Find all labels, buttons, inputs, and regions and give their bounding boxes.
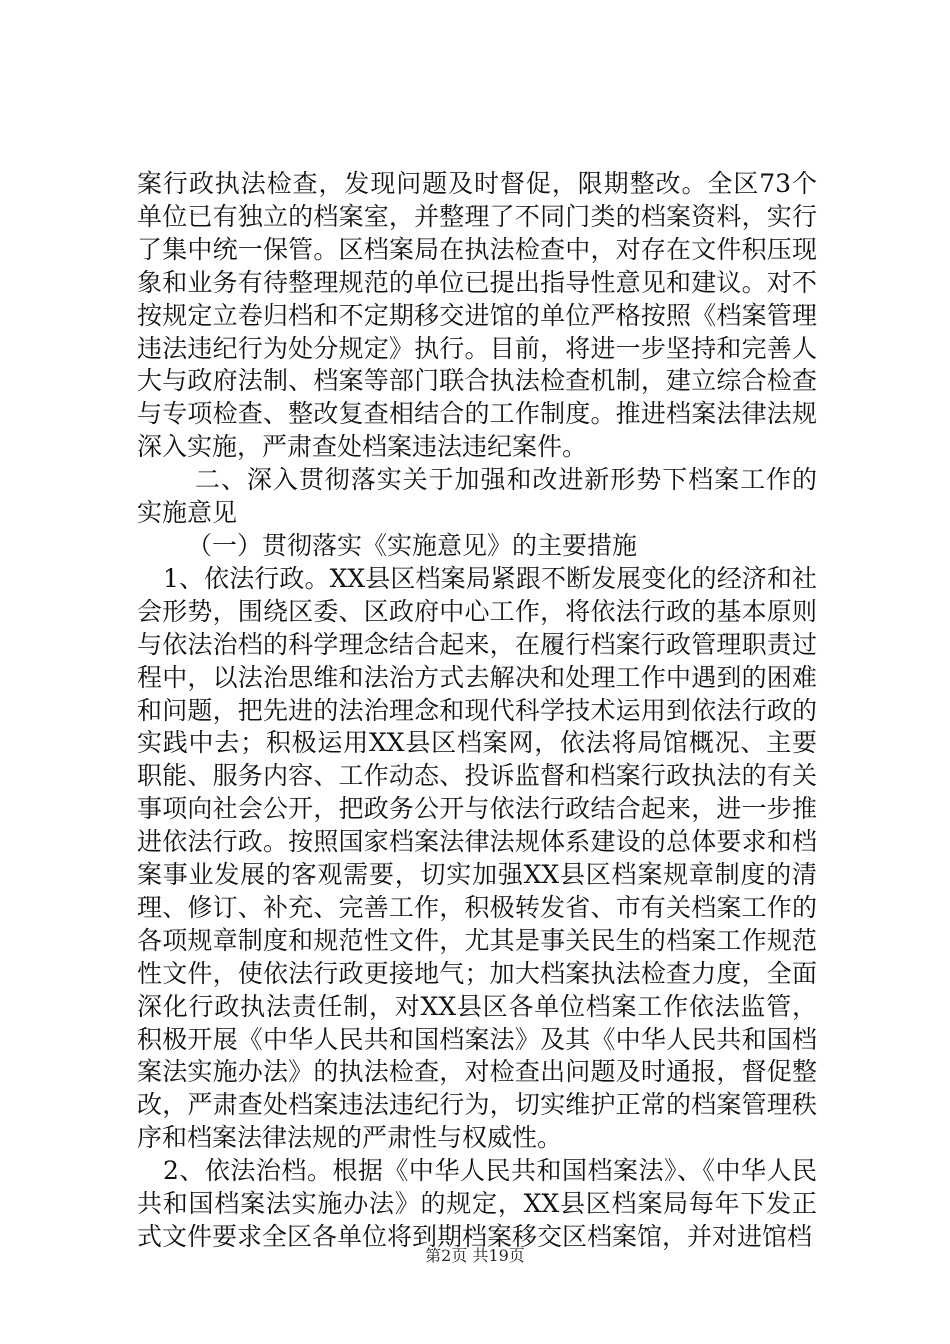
paragraph-law-archives: 2、依法治档。根据《中华人民共和国档案法》、《中华人民共和国档案法实施办法》的规定，XX县区档案局每年下发正式文件要求全区各单位将到期档案移交区档案馆，并对进馆档 xyxy=(137,1156,817,1251)
page-footer: 第2页 共19页 xyxy=(425,1246,525,1265)
subsection-heading: （一）贯彻落实《实施意见》的主要措施 xyxy=(187,530,638,560)
paragraph-continuation: 案行政执法检查，发现问题及时督促，限期整改。全区73个单位已有独立的档案室，并整理了不同门类的档案资料，实行了集中统一保管。区档案局在执法检查中，对存在文件积压现象和业务有待整理规范的单位已提出指导性意见和建议。对不按规定立卷归档和不定期移交进馆的单位严格按照《档案管理违法违纪行为处分规定》执行。目前，将进一步坚持和完善人大与政府法制、档案等部门联合执法检查机制，建立综合检查与专项检查、整改复查相结合的工作制度。推进档案法律法规深入实施，严肃查处档案违法违纪案件。 xyxy=(137,169,817,462)
paragraph-law-administration: 1、依法行政。XX县区档案局紧跟不断发展变化的经济和社会形势，围绕区委、区政府中心工作，将依法行政的基本原则与依法治档的科学理念结合起来，在履行档案行政管理职责过程中，以法治思维和法治方式去解决和处理工作中遇到的困难和问题，把先进的法治理念和现代科学技术运用到依法行政的实践中去；积极运用XX县区档案网，依法将局馆概况、主要职能、服务内容、工作动态、投诉监督和档案行政执法的有关事项向社会公开，把政务公开与依法行政结合起来，进一步推进依法行政。按照国家档案法律法规体系建设的总体要求和档案事业发展的客观需要，切实加强XX县区档案规章制度的清理、修订、补充、完善工作，积极转发省、市有关档案工作的各项规章制度和规范性文件，尤其是事关民生的档案工作规范性文件，使依法行政更接地气；加大档案执法检查力度，全面深化行政执法责任制，对XX县区各单位档案工作依法监管，积极开展《中华人民共和国档案法》及其《中华人民共和国档案法实施办法》的执法检查，对检查出问题及时通报，督促整改，严肃查处档案违法违纪行为，切实维护正常的档案管理秩序和档案法律法规的严肃性与权威性。 xyxy=(137,563,817,1153)
document-body xyxy=(137,168,817,1254)
section-heading: 二、深入贯彻落实关于加强和改进新形势下档案工作的实施意见 xyxy=(137,465,817,528)
